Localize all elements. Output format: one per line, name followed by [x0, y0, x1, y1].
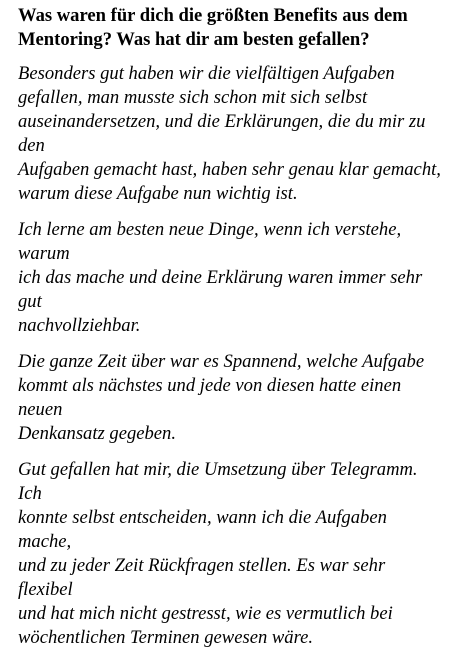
- answer-paragraph-4: Gut gefallen hat mir, die Umsetzung über Telegramm. Ich konnte selbst entscheiden, wann ich die Aufgaben mache, und zu jeder Zeit Rückfragen stellen. Es war sehr flexibel und hat mich nicht gestresst, wie es vermutlich bei wöchentlichen Terminen gewesen wäre.: [18, 459, 418, 648]
- answer-paragraph-2: Ich lerne am besten neue Dinge, wenn ich verstehe, warum ich das mache und deine Erklärung waren immer sehr gut nachvollziehbar.: [18, 219, 423, 336]
- answer-paragraph-3: Die ganze Zeit über war es Spannend, welche Aufgabe kommt als nächstes und jede von diesen hatte einen neuen Denkansatz gegeben.: [18, 351, 425, 444]
- question-heading: Was waren für dich die größten Benefits aus dem Mentoring? Was hat dir am besten gefallen?: [18, 5, 408, 50]
- answer-list: [18, 62, 444, 650]
- document-page: [18, 4, 444, 662]
- answer-paragraph-1: Besonders gut haben wir die vielfältigen Aufgaben gefallen, man musste sich schon mit sich selbst auseinandersetzen, und die Erklärungen, die du mir zu den Aufgaben gemacht hast, haben sehr genau klar gemacht, warum diese Aufgabe nun wichtig ist.: [18, 63, 441, 204]
